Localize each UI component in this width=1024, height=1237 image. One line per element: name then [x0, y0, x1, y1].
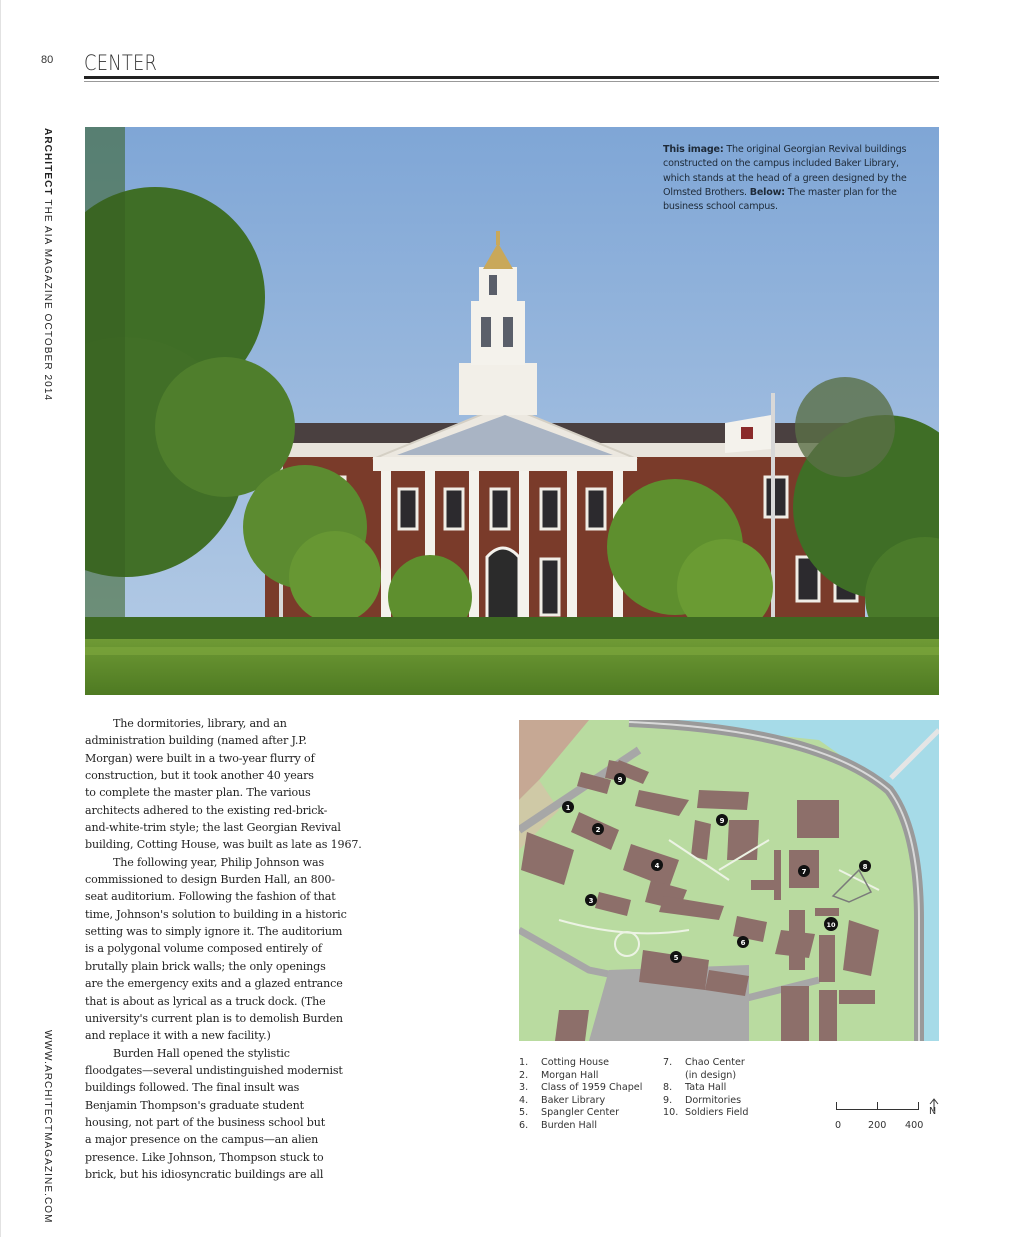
body-line: floodgates—several undistinguished modernist	[85, 1063, 343, 1077]
legend-item: 3. Class of 1959 Chapel	[519, 1082, 643, 1094]
map-legend-col1	[519, 1057, 642, 1133]
svg-text:3: 3	[588, 897, 594, 905]
scale-label-200: 200	[868, 1120, 887, 1131]
map-legend-col2	[663, 1057, 748, 1120]
svg-text:6: 6	[740, 939, 746, 947]
legend-item: 6. Burden Hall	[519, 1119, 597, 1131]
body-line: is a polygonal volume composed entirely of	[85, 942, 322, 956]
body-line: buildings followed. The final insult was	[85, 1081, 300, 1095]
svg-text:1: 1	[565, 804, 571, 812]
header-rule-thick	[84, 76, 939, 79]
map-marker-5	[670, 951, 682, 963]
page-edge	[0, 0, 1, 1237]
body-line: architects adhered to the existing red-brick-	[85, 803, 328, 817]
map-marker-3	[585, 894, 597, 906]
map-marker-9a	[614, 773, 626, 785]
svg-text:10: 10	[826, 921, 836, 929]
body-line: setting was to simply ignore it. The auditorium	[85, 925, 343, 939]
masthead-issue: OCTOBER 2014	[42, 313, 53, 402]
caption-lead-2: Below:	[749, 186, 785, 198]
body-line: seat auditorium. Following the fashion of that	[85, 890, 336, 904]
map-marker-8	[859, 860, 871, 872]
svg-text:9: 9	[617, 776, 623, 784]
body-line: brutally plain brick walls; the only openings	[85, 959, 326, 973]
caption-text-1: The original Georgian Revival buildings constructed on the campus included Baker Library, which stands at the head of a green designed by the Olmsted Brothers.	[663, 144, 907, 198]
svg-text:4: 4	[654, 862, 660, 870]
body-line: are the emergency exits and a glazed entrance	[85, 977, 343, 991]
map-marker-1	[562, 801, 574, 813]
article-body	[85, 715, 375, 1183]
body-line: Benjamin Thompson's graduate student	[85, 1098, 304, 1112]
header-rule-thin	[84, 81, 939, 82]
body-line: construction, but it took another 40 years	[85, 769, 314, 783]
map-marker-2	[592, 823, 604, 835]
legend-item: 7. Chao Center	[663, 1057, 745, 1068]
scale-label-400: 400	[905, 1120, 924, 1131]
photo-caption	[663, 143, 925, 214]
body-line: to complete the master plan. The various	[85, 786, 311, 800]
legend-item: 5. Spangler Center	[519, 1107, 620, 1119]
svg-text:5: 5	[673, 954, 679, 962]
svg-text:2: 2	[595, 826, 601, 834]
svg-text:8: 8	[862, 863, 868, 871]
body-line: administration building (named after J.P.	[85, 734, 307, 748]
svg-text:7: 7	[801, 868, 807, 876]
body-line: that is about as lyrical as a truck dock. (The	[85, 994, 326, 1008]
body-line: and replace it with a new facility.)	[85, 1029, 271, 1043]
legend-item: 2. Morgan Hall	[519, 1069, 599, 1081]
map-marker-9b	[716, 814, 728, 826]
map-marker-7	[798, 865, 810, 877]
body-line: Burden Hall opened the stylistic	[113, 1046, 290, 1060]
caption-text-2: The master plan for the business school campus.	[663, 186, 897, 213]
legend-item: 4. Baker Library	[519, 1094, 606, 1106]
body-line: brick, but his idiosyncratic buildings are all	[85, 1167, 324, 1181]
body-line: housing, not part of the business school but	[85, 1115, 326, 1129]
legend-item: 10. Soldiers Field	[663, 1107, 749, 1119]
scale-bar-graphic	[836, 1102, 918, 1110]
body-line: The following year, Philip Johnson was	[113, 855, 325, 869]
masthead-brand: ARCHITECT	[42, 128, 53, 196]
section-title: CENTER	[84, 51, 158, 75]
body-line: and-white-trim style; the last Georgian Revival	[85, 821, 341, 835]
north-label: N	[929, 1106, 937, 1117]
vertical-masthead	[42, 128, 53, 401]
body-line: university's current plan is to demolish Burden	[85, 1011, 343, 1025]
masthead-magazine: THE AIA MAGAZINE	[42, 195, 53, 314]
vertical-url: WWW.ARCHITECTMAGAZINE.COM	[42, 1030, 53, 1224]
legend-item: 8. Tata Hall	[663, 1082, 727, 1094]
caption-lead-1: This image:	[663, 144, 724, 155]
legend-item: 9. Dormitories	[663, 1094, 742, 1106]
body-line: presence. Like Johnson, Thompson stuck to	[85, 1150, 324, 1164]
body-line: building, Cotting House, was built as late as 1967.	[85, 838, 362, 852]
svg-text:9: 9	[719, 817, 725, 825]
body-line: a major presence on the campus—an alien	[85, 1133, 319, 1147]
page-number: 80	[41, 54, 54, 66]
map-marker-6	[737, 936, 749, 948]
legend-item: (in design)	[685, 1069, 737, 1081]
body-line: time, Johnson's solution to building in a historic	[85, 907, 347, 921]
map-marker-10	[824, 917, 838, 931]
legend-item: 1. Cotting House	[519, 1057, 610, 1068]
scale-label-0: 0	[835, 1120, 842, 1131]
map-marker-4	[651, 859, 663, 871]
body-line: The dormitories, library, and an	[113, 717, 287, 730]
campus-master-plan-map	[519, 720, 939, 1041]
body-line: Morgan) were built in a two-year flurry of	[85, 751, 315, 765]
body-line: commissioned to design Burden Hall, an 800-	[85, 873, 335, 887]
map-scale-bar	[836, 1094, 946, 1139]
